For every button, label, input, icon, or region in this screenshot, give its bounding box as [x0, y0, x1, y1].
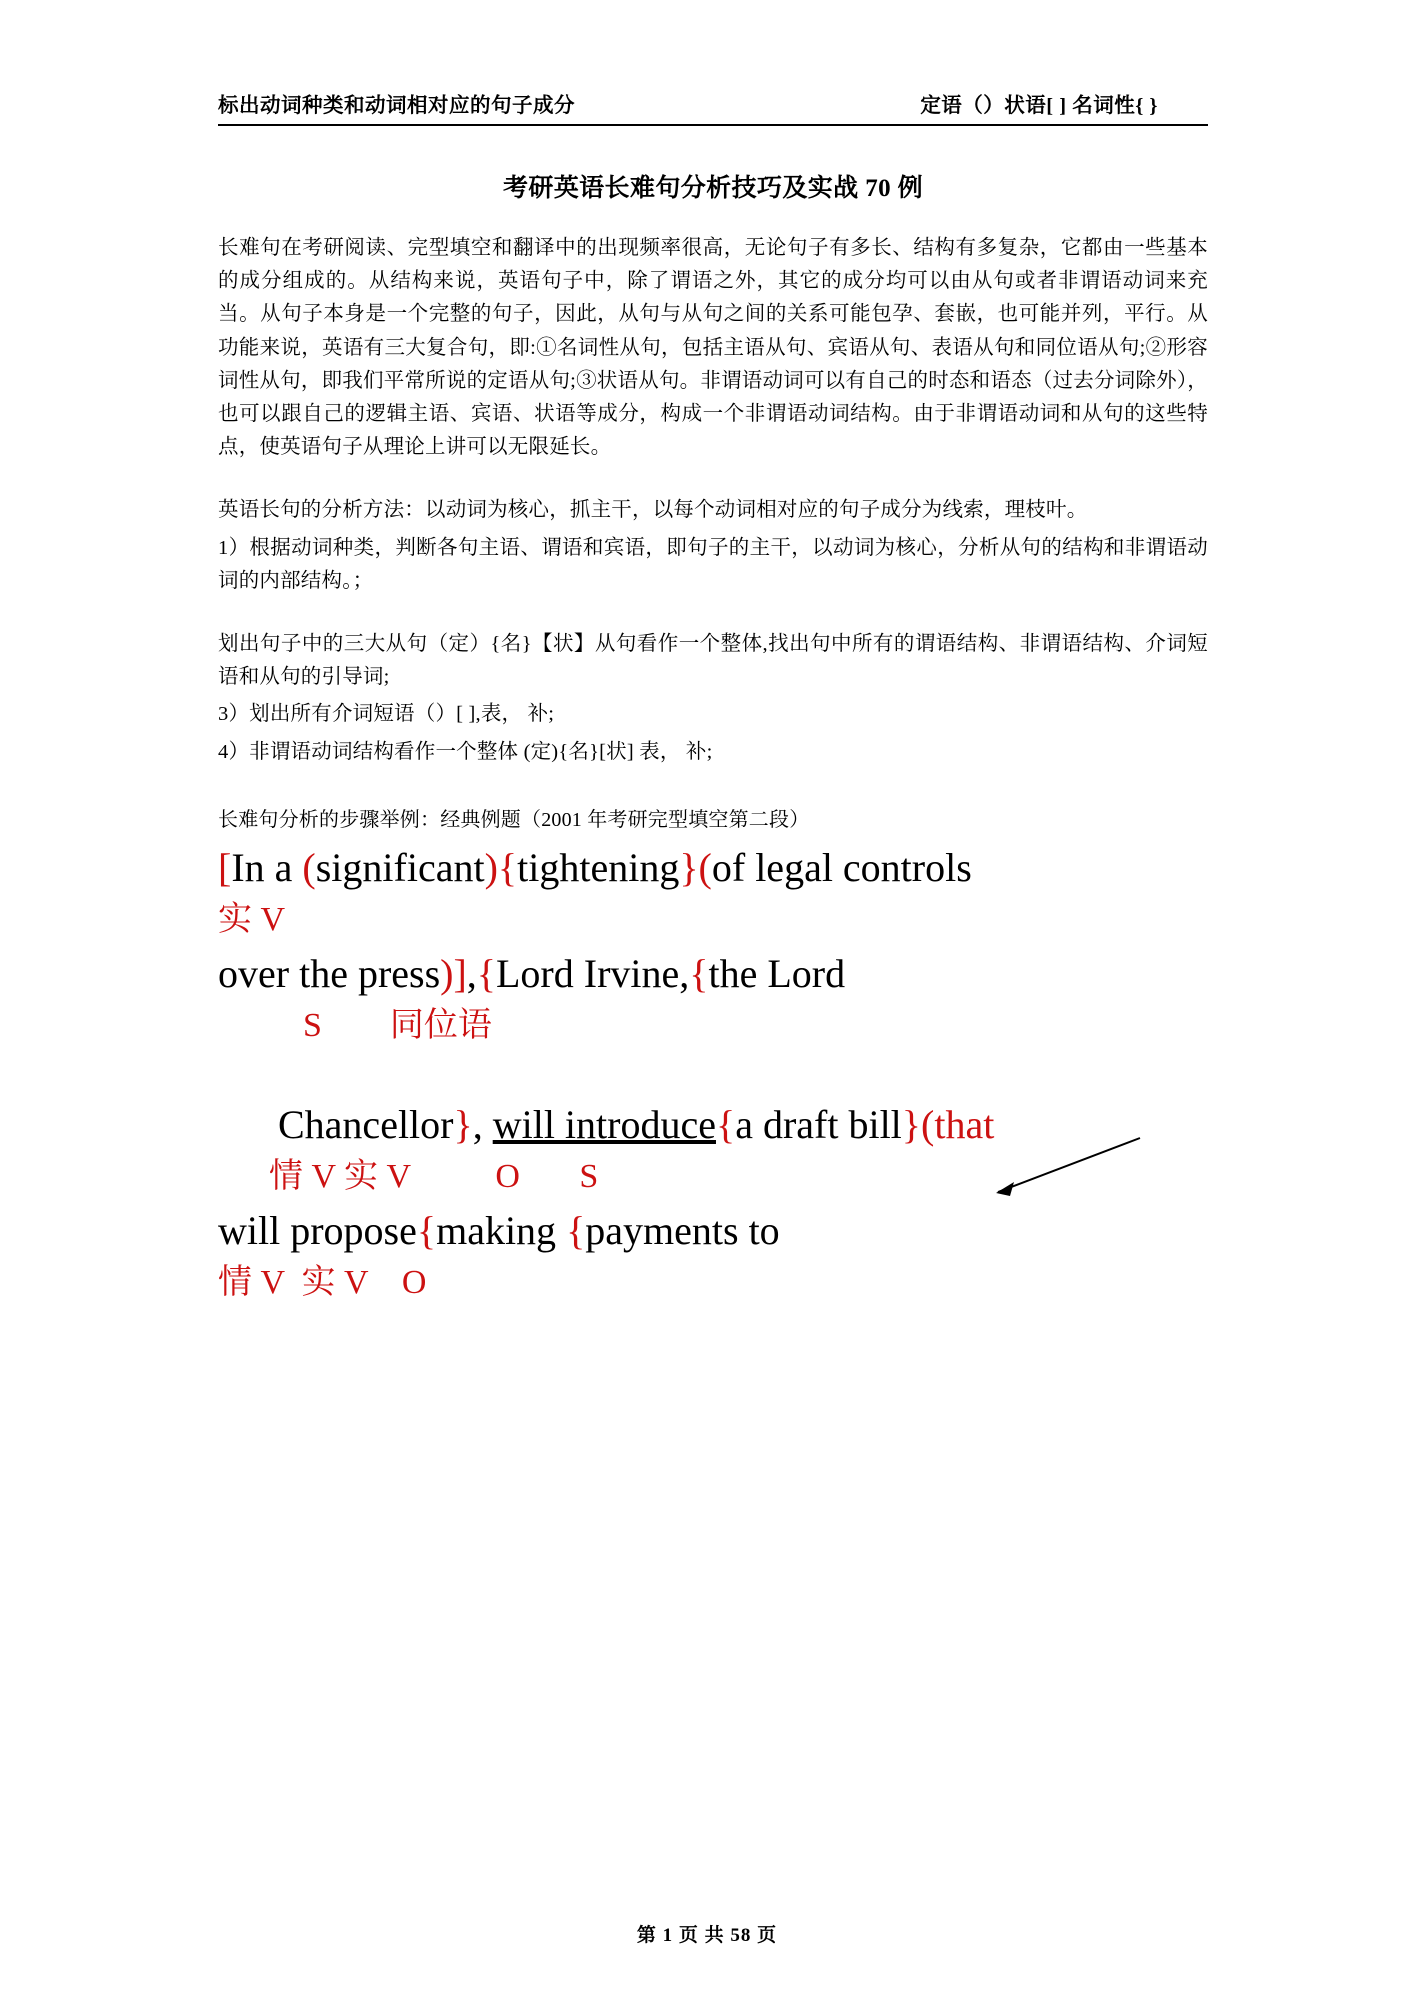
sentence-segment: of legal controls [711, 844, 972, 890]
sentence-segment: ( [921, 1102, 935, 1148]
example-line-1 [218, 846, 1208, 891]
sentence-segment: will propose [218, 1208, 417, 1254]
example-heading: 长难句分析的步骤举例：经典例题（2001 年考研完型填空第二段） [218, 808, 810, 831]
sentence-segment: ( [698, 844, 712, 890]
sentence-segment: ) [484, 844, 498, 890]
step-1-paragraph: 1）根据动词种类，判断各句主语、谓语和宾语，即句子的主干，以动词为核心，分析从句的结构和非谓语动词的内部结构。； [218, 536, 1208, 592]
method-paragraph: 英语长句的分析方法：以动词为核心，抓主干，以每个动词相对应的句子成分为线索，理枝叶。 [218, 499, 1088, 522]
step-3-paragraph [218, 698, 1208, 731]
sentence-segment: { [566, 1208, 586, 1254]
example-line-3 [218, 1058, 1208, 1148]
sentence-segment: [ [218, 844, 232, 890]
sentence-segment: } [679, 844, 699, 890]
example-line-2 [218, 952, 1208, 997]
example-marks-4: 情 V 实 V O [218, 1264, 427, 1301]
sentence-segment: payments to [585, 1208, 780, 1254]
sentence-segment: that [934, 1102, 995, 1148]
sentence-segment: } [453, 1102, 473, 1148]
step-4-paragraph [218, 736, 1208, 769]
intro-paragraph: 长难句在考研阅读、完型填空和翻译中的出现频率很高，无论句子有多长、结构有多复杂，它都由一些基本的成分组成的。从结构来说，英语句子中，除了谓语之外，其它的成分均可以由从句或者非谓语动词来充当。从句子本身是一个完整的句子，因此，从句与从句之间的关系可能包孕、套嵌，也可能并列，平行。从功能来说，英语有三大复合句，即:①名词性从句，包括主语从句、宾语从句、表语从句和同位语从句;②形容词性从句，即我们平常所说的定语从句;③状语从句。非谓语动词可以有自己的时态和语态（过去分词除外），也可以跟自己的逻辑主语、宾语、状语等成分，构成一个非谓语动词结构。由于非谓语动词和从句的这些特点，使英语句子从理论上讲可以无限延长。 [218, 237, 1208, 459]
header-left-note: 标出动词种类和动词相对应的句子成分 [218, 95, 575, 117]
header-right-legend: 定语（）状语[ ] 名词性{ } [920, 95, 1158, 117]
step-4-text: 4）非谓语动词结构看作一个整体 (定){名}[状] 表， 补; [218, 740, 713, 763]
sentence-segment: over the press [218, 951, 441, 997]
sentence-segment: } [901, 1102, 921, 1148]
sentence-segment: a draft bill [735, 1102, 902, 1148]
sentence-segment: { [416, 1208, 437, 1254]
example-marks-2: S 同位语 [218, 1006, 492, 1044]
step-3-text: 3）划出所有介词短语（）[ ],表， 补; [218, 703, 555, 726]
page-content [218, 88, 1208, 1301]
sentence-segment: { [476, 951, 496, 997]
page-footer: 第 1 页 共 58 页 [636, 1925, 778, 1946]
sentence-segment: In a [231, 844, 303, 890]
sentence-segment: { [689, 951, 709, 997]
sentence-segment: { [715, 1102, 736, 1148]
sentence-segment: significant [315, 844, 485, 890]
step-2-paragraph: 划出句子中的三大从句（定）{名}【状】从句看作一个整体,找出句中所有的谓语结构、非谓语结构、介词短语和从句的引导词; [218, 633, 1208, 689]
example-sentence-block [218, 846, 1208, 1302]
sentence-segment: tightening [517, 844, 680, 890]
sentence-segment: ( [302, 844, 316, 890]
sentence-segment: )] [440, 951, 467, 997]
sentence-segment: will introduce [492, 1102, 716, 1148]
page-header [218, 88, 1208, 126]
sentence-segment: the Lord [708, 951, 846, 997]
page-title: 考研英语长难句分析技巧及实战 70 例 [502, 175, 924, 202]
example-marks-1: 实 V [218, 900, 286, 938]
example-line-4 [218, 1209, 1208, 1254]
sentence-segment: Chancellor [278, 1102, 454, 1148]
sentence-segment: making [436, 1208, 567, 1254]
sentence-segment: Lord Irvine, [496, 951, 690, 997]
example-marks-3: 情 V 实 V O S [218, 1157, 599, 1195]
sentence-segment: { [497, 844, 518, 890]
sentence-segment: , [472, 1102, 493, 1148]
sentence-segment: , [466, 951, 477, 997]
